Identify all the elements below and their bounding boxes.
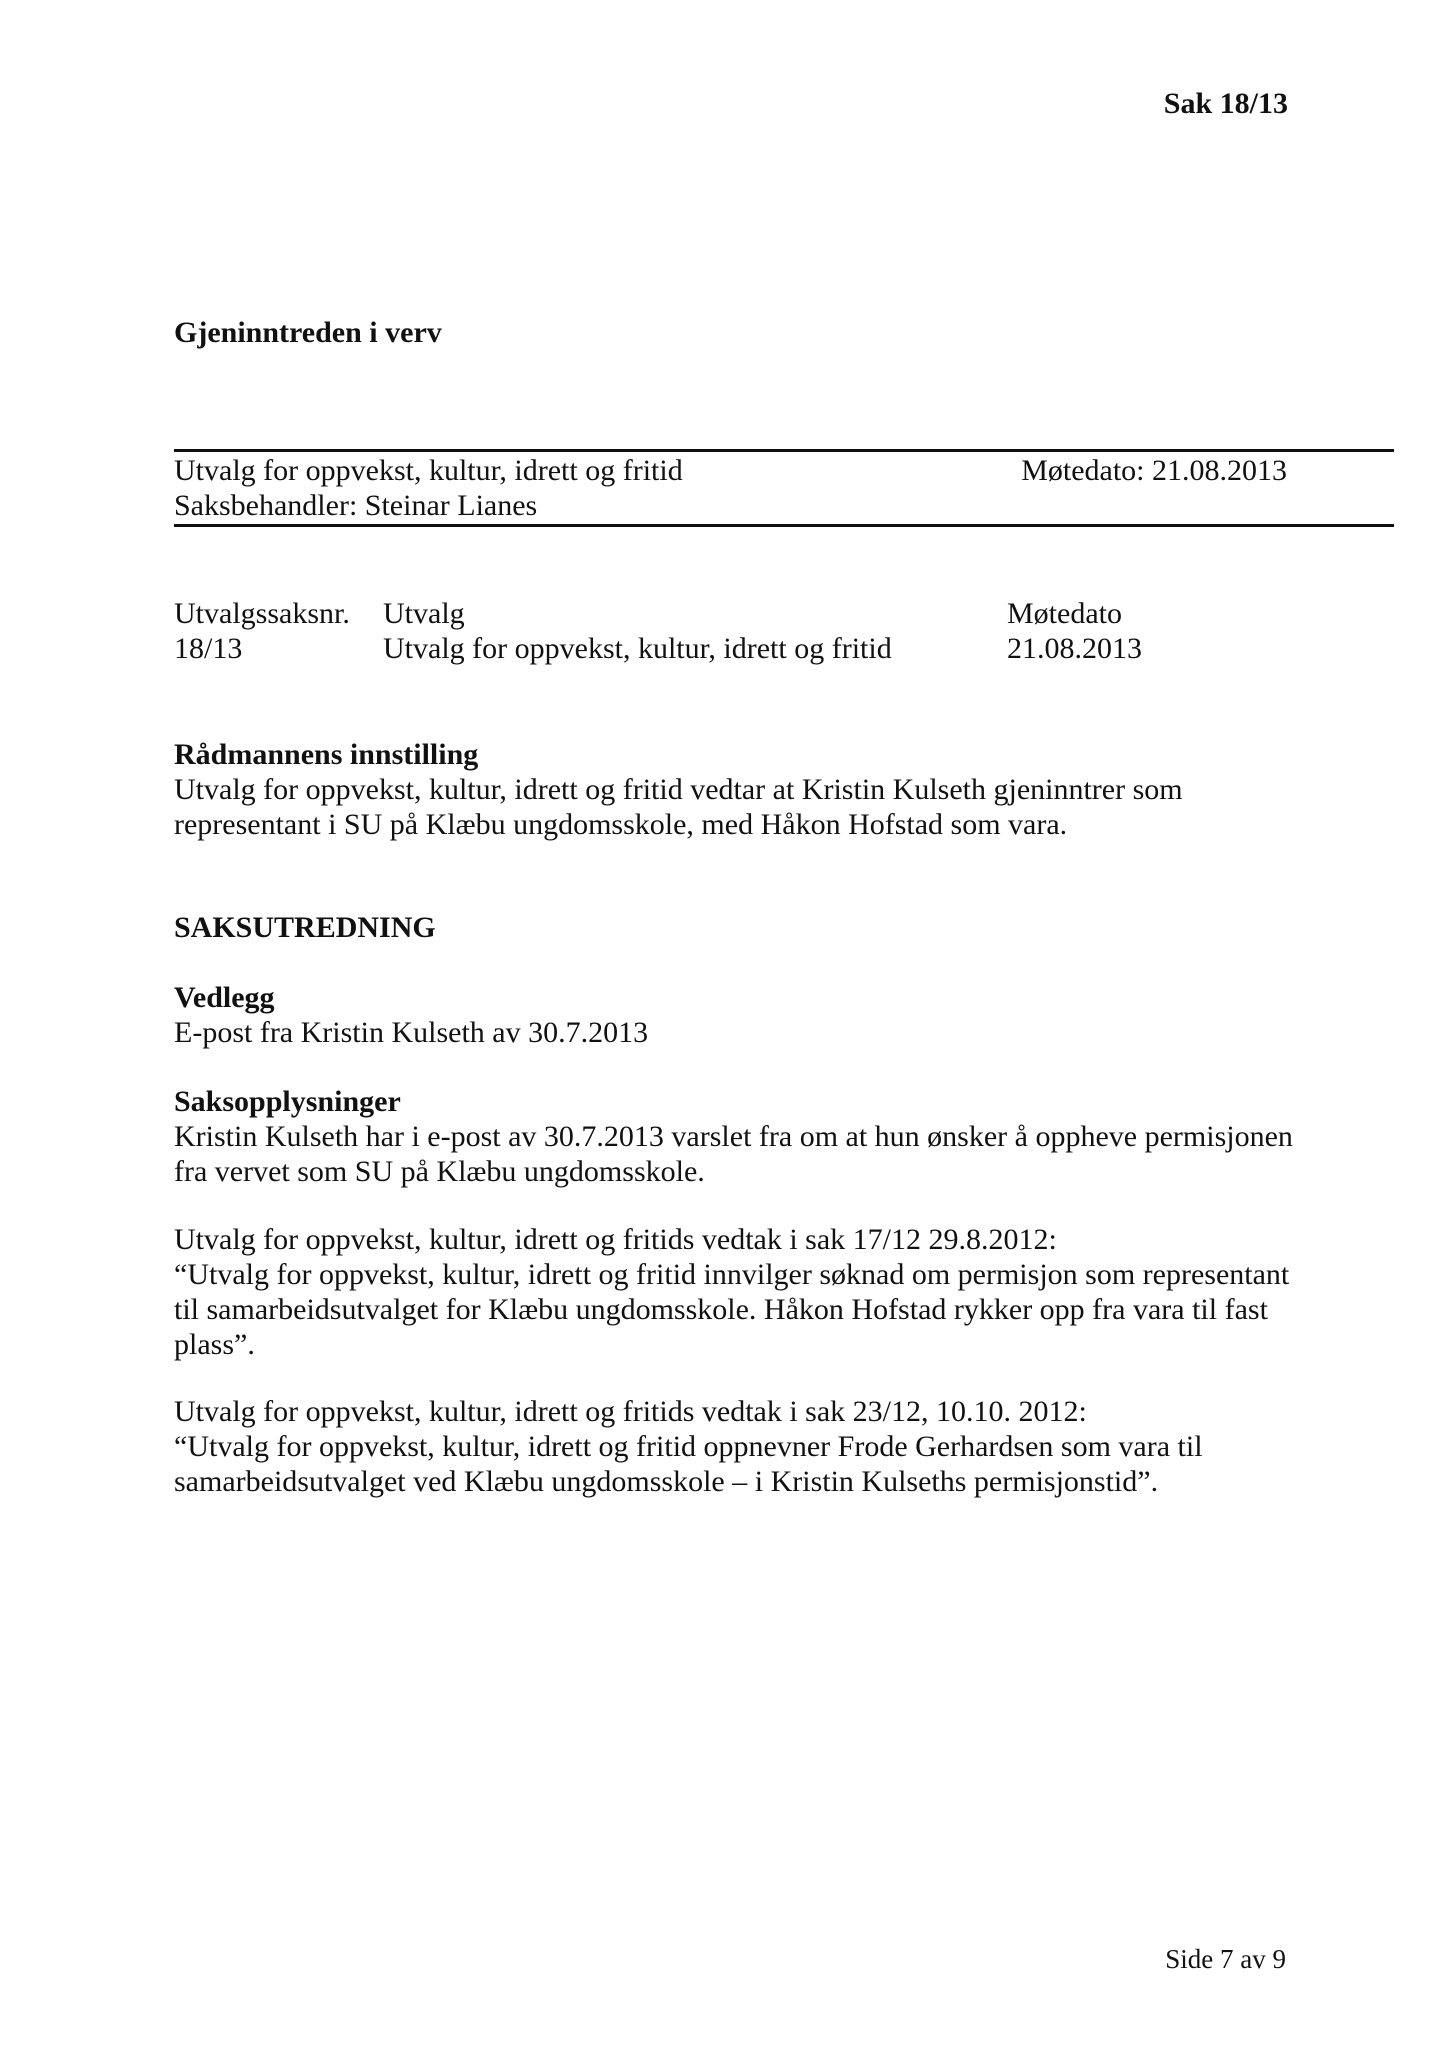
recommendation-line: Utvalg for oppvekst, kultur, idrett og fritid vedtar at Kristin Kulseth gjeninntrer som xyxy=(174,773,1183,806)
decision-2-line: “Utvalg for oppvekst, kultur, idrett og fritid oppnevner Frode Gerhardsen som vara til xyxy=(174,1430,1203,1463)
bottom-rule xyxy=(174,524,1394,527)
document-title: Gjeninntreden i verv xyxy=(174,316,442,349)
decision-1 xyxy=(174,1222,1289,1362)
top-rule xyxy=(174,449,1394,452)
attachments-heading: Vedlegg xyxy=(174,981,275,1014)
decision-2 xyxy=(174,1394,1203,1499)
meeting-date: Møtedato: 21.08.2013 xyxy=(1021,454,1287,487)
recommendation-heading: Rådmannens innstilling xyxy=(174,738,479,771)
case-officer: Saksbehandler: Steinar Lianes xyxy=(174,489,538,522)
decision-1-line: “Utvalg for oppvekst, kultur, idrett og fritid innvilger søknad om permisjon som representant xyxy=(174,1258,1290,1291)
decision-1-line: Utvalg for oppvekst, kultur, idrett og fritids vedtak i sak 17/12 29.8.2012: xyxy=(174,1223,1057,1256)
case-info-line: Kristin Kulseth har i e-post av 30.7.2013 varslet fra om at hun ønsker å oppheve permisjonen xyxy=(174,1120,1293,1153)
committee-name: Utvalg for oppvekst, kultur, idrett og fritid xyxy=(174,454,683,487)
case-info-section xyxy=(174,1084,1293,1189)
table-cell-date: 21.08.2013 xyxy=(1007,632,1142,665)
attachment-item: E-post fra Kristin Kulseth av 30.7.2013 xyxy=(174,1016,649,1049)
table-cell-committee: Utvalg for oppvekst, kultur, idrett og fritid xyxy=(383,632,892,665)
report-heading: SAKSUTREDNING xyxy=(174,911,436,944)
attachments-section xyxy=(174,980,648,1050)
table-header-committee: Utvalg xyxy=(383,597,465,630)
case-info-heading: Saksopplysninger xyxy=(174,1085,401,1118)
recommendation-section xyxy=(174,737,1183,842)
page-number: Side 7 av 9 xyxy=(1165,1944,1286,1974)
case-info-line: fra vervet som SU på Klæbu ungdomsskole. xyxy=(174,1155,705,1188)
decision-1-line: plass”. xyxy=(174,1328,255,1361)
decision-2-line: Utvalg for oppvekst, kultur, idrett og fritids vedtak i sak 23/12, 10.10. 2012: xyxy=(174,1395,1087,1428)
decision-1-line: til samarbeidsutvalget for Klæbu ungdomsskole. Håkon Hofstad rykker opp fra vara til fast xyxy=(174,1293,1268,1326)
table-header-date: Møtedato xyxy=(1007,597,1122,630)
decision-2-line: samarbeidsutvalget ved Klæbu ungdomsskole – i Kristin Kulseths permisjonstid”. xyxy=(174,1465,1159,1498)
recommendation-line: representant i SU på Klæbu ungdomsskole, med Håkon Hofstad som vara. xyxy=(174,808,1068,841)
table-cell-case-no: 18/13 xyxy=(174,632,243,665)
case-reference: Sak 18/13 xyxy=(1163,87,1288,120)
table-header-case-no: Utvalgssaksnr. xyxy=(174,597,350,630)
